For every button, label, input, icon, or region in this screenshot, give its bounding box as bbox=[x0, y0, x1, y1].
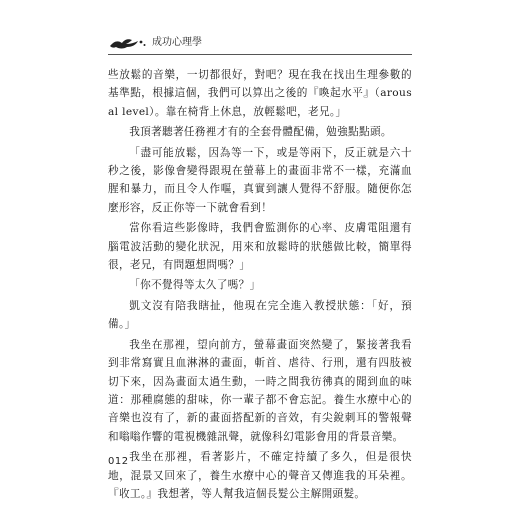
paragraph: 「你不覺得等太久了嗎？」 bbox=[129, 279, 261, 292]
page-number: 012 bbox=[108, 456, 129, 467]
bird-logo-icon bbox=[108, 36, 148, 50]
paragraph: 我坐在那裡，看著影片，不確定持續了多久，但是很快地，混景又回來了，養生水療中心的聲音又傳進我的耳朵裡。『收工。』我想著，等人幫我這個長髮公主解開頭髮。 bbox=[108, 451, 412, 500]
paragraph: 凱文沒有陪我瞎扯，他現在完全進入教授狀態：「好，預備。」 bbox=[108, 299, 412, 331]
body-text bbox=[108, 66, 412, 505]
paragraph: 「盡可能放鬆，因為等一下，或是等兩下，反正就是六十秒之後，影像會變得跟現在螢幕上的畫面非常不一樣，充滿血腥和暴力，而且令人作嘔，真實到讓人覺得不舒服。隨便你怎麼形容，反正你等一下就會看到！ bbox=[108, 146, 412, 214]
paragraph: 我坐在那裡，望向前方，螢幕畫面突然變了，緊接著我看到非常寫實且血淋淋的畫面，斬首、虐待、行刑，還有四肢被切下來，因為畫面太過生動，一時之間我彷彿真的聞到血的味道：那種腐態的甜味，你一輩子都不會忘記。養生水療中心的音樂也沒有了，新的畫面搭配新的音效，有尖銳刺耳的警報聲和嗡嗡作響的電視機雜訊聲，就像科幻電影會用的背景音樂。 bbox=[108, 338, 412, 443]
book-title: 成功心理學 bbox=[152, 37, 202, 48]
header-rule bbox=[108, 54, 412, 55]
paragraph: 些放鬆的音樂，一切都很好，對吧？現在我在找出生理參數的基準點，根據這個，我們可以算出之後的『喚起水平』（arousal level）。靠在椅背上休息，放輕鬆吧，老兄。」 bbox=[108, 69, 412, 118]
paragraph: 我頂著聽著任務裡才有的全套骨體配備，勉強點點頭。 bbox=[129, 126, 392, 139]
paragraph: 當你看這些影像時，我們會監測你的心率、皮膚電阻還有腦電波活動的變化狀況，用來和放鬆時的狀態做比較，簡單得很，老兄，有問題想問嗎？」 bbox=[108, 222, 412, 272]
running-header bbox=[108, 34, 412, 54]
